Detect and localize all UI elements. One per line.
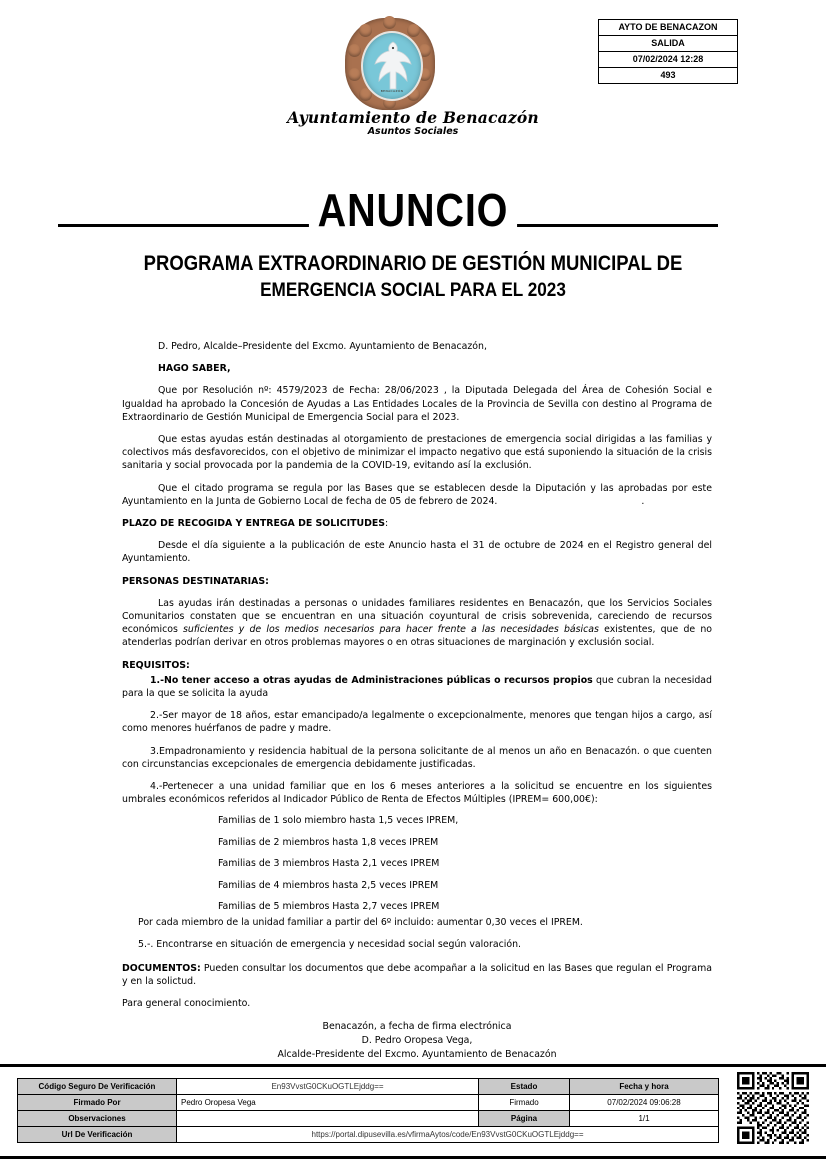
label-csv: Código Seguro De Verificación (18, 1079, 177, 1095)
requisito-1 (122, 674, 712, 700)
label-page: Página (479, 1111, 570, 1127)
value-state: Firmado (479, 1095, 570, 1111)
requisito-3: 3.Empadronamiento y residencia habitual de la persona solicitante de al menos un año en Benacazón. o que cuenten con circunstancias excepcionales de emergencia debidamente justificadas. (122, 745, 712, 770)
crest-shield (361, 31, 423, 101)
plazo-heading-text: PLAZO DE RECOGIDA Y ENTREGA DE SOLICITUDES (122, 518, 386, 530)
paragraph-1: Que por Resolución nº: 4579/2023 de Fecha: 28/06/2023 , la Diputada Delegada del Área de Cohesión Social e Igualdad ha aprobado la Concesión de Ayudas a Las Entidades Locales de la Provincia de Sevilla con destino al Programa de Extraordinario de Gestión Municipal de Emergencia Social para el 2023. (122, 385, 712, 423)
page-title-text: ANUNCIO (309, 184, 517, 236)
por-cada-miembro-note: Por cada miembro de la unidad familiar a partir del 6º incluido: aumentar 0,30 veces el IPREM. (138, 916, 583, 928)
familia-threshold-1: Familias de 1 solo miembro hasta 1,5 veces IPREM, (218, 815, 459, 827)
destinatarias-italic: suficientes y de los medios necesarios para hacer frente a las necesidades básicas (183, 624, 599, 636)
signature-block (122, 1020, 712, 1062)
plazo-text: Desde el día siguiente a la publicación de este Anuncio hasta el 31 de octubre de 2024 en el Registro general del Ayuntamiento. (122, 540, 712, 565)
paragraph-2: Que estas ayudas están destinadas al otorgamiento de prestaciones de emergencia social dirigidas a las familias y colectivos más desfavorecidos, con el objetivo de minimizar el impacto negativo que está suponiendo la situación de la crisis sanitaria y social provocada por la pandemia de la COVID-19, evitando así la exclusión. (122, 434, 712, 472)
documentos-label: DOCUMENTOS: (122, 962, 201, 974)
hago-saber-heading: HAGO SABER, (158, 363, 231, 375)
familia-threshold-2: Familias de 2 miembros hasta 1,8 veces IPREM (218, 836, 439, 848)
familia-threshold-5: Familias de 5 miembros Hasta 2,7 veces IPREM (218, 901, 440, 913)
coat-of-arms-icon (345, 18, 435, 110)
stamp-number: 493 (599, 68, 737, 84)
documentos-paragraph (122, 962, 712, 988)
destinatarias-part-a: Las ayudas irán destinadas a personas o unidades familiares residentes en Benacazón, que los Servicios Sociales Comunitarios constaten que se encuentran en una situación coyuntural de crisis sobrevenida, careciendo de recursos económicos (122, 597, 712, 636)
requisito-2: 2.-Ser mayor de 18 años, estar emancipado/a legalmente o excepcionalmente, menores que tengan hijos a cargo, así como menores huérfanos de padre y madre. (122, 710, 712, 735)
familia-threshold-3: Familias de 3 miembros Hasta 2,1 veces IPREM (218, 858, 440, 870)
paragraph-3 (122, 482, 712, 508)
value-datetime: 07/02/2024 09:06:28 (570, 1095, 719, 1111)
label-url: Url De Verificación (18, 1127, 177, 1143)
organization-name: Ayuntamiento de Benacazón (287, 108, 539, 127)
signature-place-date: Benacazón, a fecha de firma electrónica (322, 1020, 512, 1032)
table-row (18, 1111, 719, 1127)
registry-stamp (598, 19, 738, 84)
table-row (18, 1127, 719, 1143)
signature-role: Alcalde-Presidente del Excmo. Ayuntamiento de Benacazón (277, 1048, 557, 1060)
para-general-conocimiento: Para general conocimiento. (122, 998, 251, 1010)
crest-label: BENACAZÓN (380, 89, 404, 93)
signature-name: D. Pedro Oropesa Vega, (361, 1034, 473, 1046)
label-state: Estado (479, 1079, 570, 1095)
label-observations: Observaciones (18, 1111, 177, 1127)
subtitle-line-2: EMERGENCIA SOCIAL PARA EL 2023 (260, 279, 566, 301)
value-observations (177, 1111, 479, 1127)
page-subtitle (50, 250, 777, 304)
requisito-1-bold: 1.-No tener acceso a otras ayudas de Administraciones públicas o recursos propios (150, 674, 593, 686)
label-signed-by: Firmado Por (18, 1095, 177, 1111)
qr-code-icon (737, 1072, 809, 1144)
qr-code-svg (737, 1072, 809, 1144)
section-heading-requisitos: REQUISITOS: (122, 659, 190, 671)
verification-table (17, 1078, 719, 1143)
value-signed-by: Pedro Oropesa Vega (177, 1095, 479, 1111)
destinatarias-part-b: existentes, que de no atenderlas podrían derivar en otros problemas mayores o en otras situaciones de marginación y exclusión social. (122, 624, 713, 649)
dove-icon (370, 39, 416, 93)
page-title (58, 183, 768, 237)
section-heading-plazo (122, 517, 712, 530)
footer-bottom-rule (0, 1156, 826, 1159)
footer-top-rule (0, 1064, 826, 1067)
paragraph-3-text: Que el citado programa se regula por las Bases que se establecen desde la Diputación y las aprobadas por este Ayuntamiento en la Junta de Gobierno Local de fecha de 05 de febrero de 2024. (122, 482, 712, 507)
section-heading-destinatarias: PERSONAS DESTINATARIAS: (122, 575, 269, 587)
organization-department: Asuntos Sociales (367, 126, 459, 137)
value-url[interactable]: https://portal.dipusevilla.es/vfirmaAytos/code/En93VvstG0CKuOGTLEjddg== (177, 1127, 719, 1143)
requisito-1-rest: que cubran la necesidad para la que se solicita la ayuda (122, 674, 712, 700)
document-body (122, 340, 712, 1062)
stamp-type: SALIDA (599, 36, 737, 52)
subtitle-line-1: PROGRAMA EXTRAORDINARIO DE GESTIÓN MUNICIPAL DE (143, 252, 683, 275)
plazo-heading-colon: : (385, 518, 389, 530)
stamp-datetime: 07/02/2024 12:28 (599, 52, 737, 68)
label-datetime: Fecha y hora (570, 1079, 719, 1095)
requisito-5: 5.-. Encontrarse en situación de emergencia y necesidad social según valoración. (138, 938, 522, 950)
value-csv: En93VvstG0CKuOGTLEjddg== (177, 1079, 479, 1095)
destinatarias-text (122, 597, 712, 650)
table-row (18, 1095, 719, 1111)
stray-period: . (641, 495, 645, 507)
requisito-4: 4.-Pertenecer a una unidad familiar que en los 6 meses anteriores a la solicitud se encuentre en los siguientes umbrales económicos referidos al Indicador Público de Renta de Efectos Múltiples (IPREM= 600,00€): (122, 781, 712, 806)
stamp-entity: AYTO DE BENACAZON (599, 20, 737, 36)
documentos-text: Pueden consultar los documentos que debe acompañar a la solicitud en las Bases que regulan el Programa y en la solictud. (122, 962, 712, 988)
familia-threshold-4: Familias de 4 miembros hasta 2,5 veces IPREM (218, 879, 439, 891)
value-page: 1/1 (570, 1111, 719, 1127)
table-row (18, 1079, 719, 1095)
salutation: D. Pedro, Alcalde–Presidente del Excmo. Ayuntamiento de Benacazón, (158, 341, 487, 352)
